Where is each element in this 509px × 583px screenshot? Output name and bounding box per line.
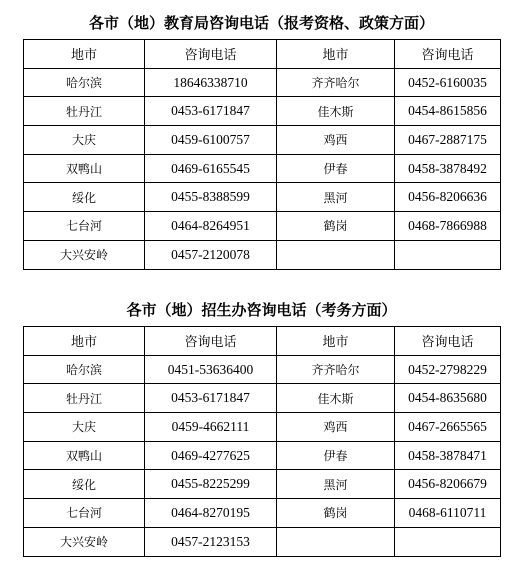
education-bureau-contacts-section [23,7,500,270]
phone-cell: 0457-2123153 [145,527,277,556]
city-cell: 绥化 [24,470,145,499]
contacts-table-body [24,40,501,270]
contacts-table-body [24,327,501,557]
table-row [24,240,501,269]
city-cell: 双鸭山 [24,441,145,470]
phone-header: 咨询电话 [395,40,501,69]
city-cell: 牡丹江 [24,97,145,126]
phone-cell: 0468-7866988 [395,212,501,241]
phone-cell: 0468-6110711 [395,499,501,528]
phone-header: 咨询电话 [145,327,277,356]
table-row [24,68,501,97]
table-row [24,212,501,241]
phone-cell: 0454-8635680 [395,384,501,413]
phone-cell: 0454-8615856 [395,97,501,126]
phone-cell: 0469-6165545 [145,154,277,183]
phone-header: 咨询电话 [395,327,501,356]
section-title: 各市（地）教育局咨询电话（报考资格、政策方面） [88,14,434,32]
city-cell: 鸡西 [277,126,395,155]
city-cell: 大庆 [24,413,145,442]
table-row [24,441,501,470]
city-cell: 大兴安岭 [24,240,145,269]
phone-cell: 0453-6171847 [145,384,277,413]
city-cell: 鸡西 [277,413,395,442]
phone-cell: 0455-8388599 [145,183,277,212]
table-row [24,470,501,499]
city-cell: 齐齐哈尔 [277,355,395,384]
city-cell [277,240,395,269]
table-row [24,154,501,183]
city-cell: 大兴安岭 [24,527,145,556]
table-row [24,413,501,442]
phone-cell: 0457-2120078 [145,240,277,269]
city-cell: 大庆 [24,126,145,155]
phone-cell: 0458-3878471 [395,441,501,470]
table-row [24,355,501,384]
city-cell: 鹤岗 [277,212,395,241]
table-row [24,97,501,126]
city-header: 地市 [277,40,395,69]
city-cell: 黑河 [277,183,395,212]
city-cell: 哈尔滨 [24,68,145,97]
city-cell: 七台河 [24,212,145,241]
city-cell: 鹤岗 [277,499,395,528]
city-cell [277,527,395,556]
phone-cell: 0459-4662111 [145,413,277,442]
table-row [24,384,501,413]
phone-cell: 0467-2887175 [395,126,501,155]
phone-cell: 0453-6171847 [145,97,277,126]
city-cell: 伊春 [277,441,395,470]
city-cell: 佳木斯 [277,97,395,126]
phone-cell: 0456-8206636 [395,183,501,212]
contacts-table [23,39,501,270]
city-cell: 绥化 [24,183,145,212]
phone-cell: 0452-2798229 [395,355,501,384]
admissions-office-contacts-section [23,294,500,557]
section-title: 各市（地）招生办咨询电话（考务方面） [126,301,397,319]
city-cell: 黑河 [277,470,395,499]
phone-cell: 0464-8270195 [145,499,277,528]
phone-cell: 0455-8225299 [145,470,277,499]
city-cell: 双鸭山 [24,154,145,183]
city-cell: 哈尔滨 [24,355,145,384]
table-header-row [24,327,501,356]
phone-header: 咨询电话 [145,40,277,69]
city-cell: 伊春 [277,154,395,183]
city-header: 地市 [24,327,145,356]
phone-cell: 0452-6160035 [395,68,501,97]
table-row [24,527,501,556]
table-row [24,499,501,528]
city-cell: 齐齐哈尔 [277,68,395,97]
phone-cell: 18646338710 [145,68,277,97]
phone-cell: 0469-4277625 [145,441,277,470]
table-row [24,183,501,212]
table-row [24,126,501,155]
contacts-table [23,326,501,557]
phone-cell: 0451-53636400 [145,355,277,384]
city-cell: 七台河 [24,499,145,528]
phone-cell: 0458-3878492 [395,154,501,183]
phone-cell [395,527,501,556]
city-cell: 佳木斯 [277,384,395,413]
phone-cell: 0456-8206679 [395,470,501,499]
city-header: 地市 [24,40,145,69]
city-cell: 牡丹江 [24,384,145,413]
phone-cell [395,240,501,269]
table-header-row [24,40,501,69]
phone-cell: 0459-6100757 [145,126,277,155]
city-header: 地市 [277,327,395,356]
phone-cell: 0464-8264951 [145,212,277,241]
phone-cell: 0467-2665565 [395,413,501,442]
